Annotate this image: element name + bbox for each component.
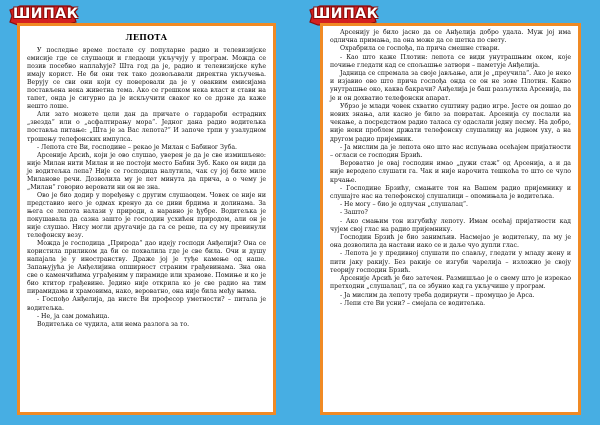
- paragraph: Ово је био додир у поређењу с другим слушаоцем. Човек се није ни представио него је одмах кренуо да се диви брдима и долинама. За њега се лепота налази у природи, а наравно је ђубре. Водитељка је покушавала да сазна зашто је господин усхићен природом, али он је није слушао. Нису могли другачије да га се реше, па су му превинули телефонску везу.: [27, 191, 266, 240]
- paragraph: - Ја мислим да је лепота оно што нас испуњава осећајем пријатности – огласи се господин Брзић.: [330, 143, 571, 160]
- paragraph: У последње време постале су популарне радио и телевизијске емисије где се слушаоци и гледаоци укључују у програм. Можда се позив посебно наплаћује? Шта год да је, радио и телевизијске куће имају корист. Не би они тек тако дозвољавали директна укључења. Верују се сви они који су поверовали да је у оваквим емисијама постављена нека живетна тема. Ако се грешком нека власт и стави на тапет, онда је сигурно да је искључити сваког ко се дрзне да каже нешто лоше.: [27, 47, 266, 111]
- paragraph: Јадница се спремала за своје јављање, али је „преучила“. Ако је неко и изјавио ово што прича госпођа онда се он не зове Плотин. Какво унутрашње око, каква бакрачи? Анђелија је баш разљутила Арсенија, па је и он дохватио телефонски апарат.: [330, 70, 571, 102]
- paragraph: - Ја мислим да лепоту треба додирнути – промуцао је Арса.: [340, 291, 535, 299]
- paragraph: Убрзо је млади човек схватио суштину радио игре. Јесте он дошао до нових знања, али касно је било за повратак. Арсенија су послали на чекање, а посредством радио таласа су одаслали једну песму. На добро, није неки проблем држати телефонску слушалицу на једном уху, а на другом радио пријемник.: [330, 102, 571, 143]
- left-text-sheet: [17, 23, 276, 415]
- paragraph: - Госпођо Анђелија, да нисте Ви професор уметности? – питала је водитељка.: [27, 296, 266, 312]
- paragraph: Али зато можете цели дан да причате о гардароби естрадних „звезда“ или о „асфалтирању мора“. Једног дана радио водитељка поставља питање: „Шта је за Вас лепота?“ И започе трпи у узалудном трошењу телефонских импулса.: [27, 111, 266, 143]
- paragraph: Можда је господица „Природа“ дао идеју господи Анђелији? Она се користила приликом да би се похвалила где је све била. Очи и душу напајала је у иностранству. Драже јој је туђе камење од наше. Запањујућа је Анђелијина опширност страним грађевинама. Зна она све о каменчићима уграђеним у пирамиде или храмове. Помиње и ко је био ктитор грађевине. Једино није открила ко је све радио на тим пирамидама и храмовима, нако, вероватно, она није била међу њима.: [27, 240, 266, 296]
- paragraph: - Као што каже Плотин: лепота се види унутрашњим оком, које почиње гледати кад се спољашње затвори – паметује Анђелија.: [330, 53, 571, 69]
- paragraph: - Не, ја сам домаћица.: [37, 312, 110, 320]
- paragraph: Арсеније Арсић, који је ово слушао, уверен је да је све измишљено: није Милан нити Милан и не постоји место Бабин Зуб. Како он види да је водитељка лепа? Није се господица налутила, чак су јој биле миле Миланове речи. Дозволила му је пет минута да прича, а о чему је „Милан“ говорио веровати ни он не зна.: [27, 151, 266, 191]
- paragraph: Арсеније Арсић је био затечен. Размишљао је о свему што је изрекао претходни „слушалац“, па се збунио кад га укључише у програм.: [330, 275, 571, 291]
- paragraph: Арсенију је било јасно да се Анђелија добро удала. Муж јој има одлична примања, па она може да се шетка по свету.: [330, 29, 571, 45]
- paragraph: - Ако смањим тон изгубићу лепоту. Имам осећај пријатности кад чујем свој глас на радио пријемнику.: [330, 217, 571, 233]
- page-title: ЛЕПОТА: [125, 32, 168, 42]
- paragraph: - Господине Брзићу, смањите тон на Вашем радио пријемнику и слушајте нас на телефонској слушалици – опомињала је водитељка.: [330, 184, 571, 201]
- paragraph: Господин Брзић је био занимљив. Насмејао је водитељку, па му је она дозволила да настави иако се и даље чуо дупли глас.: [330, 234, 571, 250]
- paragraph: Охрабрила се госпођа, па прича смешне ствари.: [340, 45, 500, 53]
- paragraph: - Не могу – био је одлучан „слушалац“.: [340, 201, 469, 209]
- paragraph: Вероватно је овај господин имао „дужи стаж“ од Арсенија, а и да није веродело слушати га. Чак и није нарочита тешкоћа то што се чуло крчање.: [330, 160, 571, 184]
- paragraph: - Лепота је у предивној слушати по слављу, гледати у младу жену и пити јаку ракију. Без ракије се изгуби чарелија – изложио је своју теорију господин Брзић.: [330, 250, 571, 274]
- logo-text: ШИПАК: [13, 6, 79, 22]
- right-page: [300, 0, 600, 425]
- paragraph: Водитељка се чудила, али нема разлога за то.: [37, 320, 190, 328]
- right-text-sheet: [320, 23, 581, 415]
- paragraph: - Лепота сте Ви, господине – рекао је Милан с Бабиног Зуба.: [37, 143, 238, 151]
- logo-text: ШИПАК: [313, 6, 379, 22]
- paragraph: - Лепи сте Ви усни? – смејала се водитељка.: [340, 299, 486, 307]
- paragraph: - Зашто?: [340, 209, 368, 217]
